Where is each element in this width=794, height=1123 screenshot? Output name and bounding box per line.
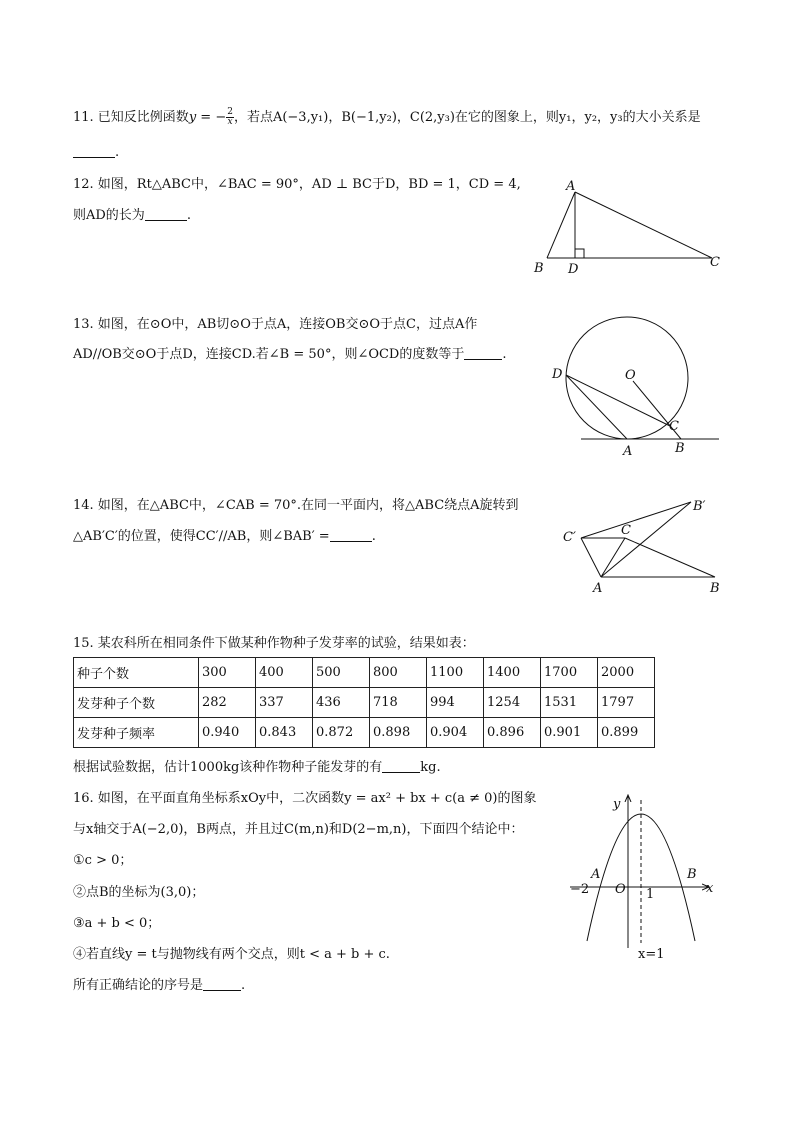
q16-line2 xyxy=(73,821,523,839)
q16-opt3-text: ③a + b < 0； xyxy=(73,916,161,931)
q11-text-a: 11. 已知反比例函数 xyxy=(73,110,189,125)
table-row xyxy=(74,658,655,688)
q13-text1: 13. 如图，在⊙O中，AB切⊙O于点A，连接OB交⊙O于点C，过点A作 xyxy=(73,317,478,332)
q14-text1: 14. 如图，在△ABC中，∠CAB = 70°.在同一平面内，将△ABC绕点A旋转到 xyxy=(73,498,519,513)
table-cell: 300 xyxy=(199,658,256,688)
table-cell: 0.898 xyxy=(370,718,427,748)
table-cell: 0.904 xyxy=(427,718,484,748)
q11-end: . xyxy=(115,145,120,160)
q13-label-o: O xyxy=(625,368,636,383)
q12-label-b: B xyxy=(534,261,544,276)
table-header-cell: 种子个数 xyxy=(74,658,199,688)
q14-answer-blank[interactable] xyxy=(330,528,372,542)
q14-label-c1: C′ xyxy=(563,530,576,545)
graph-y-label: y xyxy=(613,797,621,812)
q12-answer-blank[interactable] xyxy=(145,207,187,221)
q16-option-1 xyxy=(73,852,132,870)
table-cell: 800 xyxy=(370,658,427,688)
q11-func-lhs: y = − xyxy=(188,110,227,125)
table-cell: 0.940 xyxy=(199,718,256,748)
graph-tick-neg2: −2 xyxy=(570,882,590,897)
table-cell: 0.896 xyxy=(484,718,541,748)
q14-text2: △AB′C′的位置，使得CC′//AB，则∠BAB′ = xyxy=(73,529,330,544)
q16-text1: 16. 如图，在平面直角坐标系xOy中，二次函数y = ax² + bx + c(a ≠ 0)的图象 xyxy=(73,791,537,806)
q14-figure xyxy=(555,493,735,603)
q14-label-a: A xyxy=(593,581,603,596)
q15-intro xyxy=(73,635,475,653)
q15-after-text: 根据试验数据，估计1000kg该种作物种子能发芽的有 xyxy=(73,760,383,775)
q16-text2: 与x轴交于A(−2,0)，B两点，并且过C(m,n)和D(2−m,n)，下面四个结论中： xyxy=(73,822,524,837)
table-cell: 0.843 xyxy=(256,718,313,748)
q12-line1 xyxy=(73,176,521,194)
q14-label-b1: B′ xyxy=(693,499,706,514)
q12-label-d: D xyxy=(568,262,579,277)
graph-tick-1: 1 xyxy=(646,887,655,902)
q16-option-2 xyxy=(73,884,204,902)
q13-end: . xyxy=(502,347,507,362)
q13-label-a: A xyxy=(623,444,633,459)
q13-answer-blank[interactable] xyxy=(464,346,502,360)
q16-option-4 xyxy=(73,946,390,964)
q11-fraction xyxy=(226,108,234,127)
table-cell: 1254 xyxy=(484,688,541,718)
table-cell: 436 xyxy=(313,688,370,718)
q15-after-end: kg. xyxy=(420,760,441,775)
q12-text2: 则AD的长为 xyxy=(73,208,145,223)
q16-opt2-text: ②点B的坐标为(3,0)； xyxy=(73,885,205,900)
table-cell: 1531 xyxy=(541,688,598,718)
table-cell: 994 xyxy=(427,688,484,718)
q16-ask-text: 所有正确结论的序号是 xyxy=(73,978,204,993)
q16-opt4-text: ④若直线y = t与抛物线有两个交点，则t < a + b + c. xyxy=(73,947,390,962)
graph-label-a: A xyxy=(591,867,601,882)
q16-opt1-text: ①c > 0； xyxy=(73,853,133,868)
graph-axis-label: x=1 xyxy=(638,947,665,962)
table-cell: 282 xyxy=(199,688,256,718)
table-header-cell: 发芽种子个数 xyxy=(74,688,199,718)
q11-text-b: ，若点A(−3,y₁)，B(−1,y₂)，C(2,y₃)在它的图象上，则y₁，y₂，y₃的大小关系是 xyxy=(233,110,701,125)
table-cell: 1700 xyxy=(541,658,598,688)
q16-ask-end: . xyxy=(241,978,246,993)
q16-option-3 xyxy=(73,915,160,933)
q14-line2 xyxy=(73,528,376,546)
q11-line1 xyxy=(73,108,701,127)
table-cell: 1100 xyxy=(427,658,484,688)
table-cell: 500 xyxy=(313,658,370,688)
table-cell: 400 xyxy=(256,658,313,688)
table-cell: 1797 xyxy=(598,688,655,718)
q15-answer-blank[interactable] xyxy=(382,759,420,773)
q11-frac-den: x xyxy=(227,117,233,127)
q14-line1 xyxy=(73,497,519,515)
q13-line1 xyxy=(73,316,477,334)
q12-label-c: C xyxy=(710,255,720,270)
table-cell: 337 xyxy=(256,688,313,718)
table-cell: 1400 xyxy=(484,658,541,688)
table-cell: 0.901 xyxy=(541,718,598,748)
q16-graph xyxy=(560,788,730,963)
q15-after xyxy=(73,759,441,777)
q13-label-b: B xyxy=(675,441,685,456)
q16-line1 xyxy=(73,790,537,808)
q11-frac-num: 2 xyxy=(227,107,233,117)
q11-line2 xyxy=(73,144,119,162)
q13-line2 xyxy=(73,346,507,364)
graph-label-o: O xyxy=(615,882,626,897)
q12-end: . xyxy=(186,208,191,223)
graph-label-b: B xyxy=(687,867,697,882)
table-cell: 718 xyxy=(370,688,427,718)
table-cell: 0.872 xyxy=(313,718,370,748)
table-cell: 0.899 xyxy=(598,718,655,748)
q13-figure xyxy=(545,312,730,462)
q16-answer-blank[interactable] xyxy=(203,977,241,991)
q14-end: . xyxy=(371,529,376,544)
q11-answer-blank[interactable] xyxy=(73,144,115,158)
table-cell: 2000 xyxy=(598,658,655,688)
table-row xyxy=(74,688,655,718)
q16-ask xyxy=(73,977,245,995)
q13-text2: AD//OB交⊙O于点D，连接CD.若∠B = 50°，则∠OCD的度数等于 xyxy=(73,347,465,362)
table-header-cell: 发芽种子频率 xyxy=(74,718,199,748)
q12-label-a: A xyxy=(566,179,576,194)
q12-line2 xyxy=(73,207,191,225)
q15-intro-text: 15. 某农科所在相同条件下做某种作物种子发芽率的试验，结果如表： xyxy=(73,636,475,651)
table-row xyxy=(74,718,655,748)
q13-label-d: D xyxy=(552,367,563,382)
q12-figure xyxy=(528,175,728,280)
q13-label-c: C xyxy=(669,419,679,434)
q14-label-b: B xyxy=(710,581,720,596)
graph-x-label: x xyxy=(706,881,714,896)
q15-table xyxy=(73,657,655,748)
q12-text1: 12. 如图，Rt△ABC中，∠BAC = 90°，AD ⊥ BC于D，BD = 1，CD = 4, xyxy=(73,177,521,192)
q14-label-c: C xyxy=(621,523,631,538)
